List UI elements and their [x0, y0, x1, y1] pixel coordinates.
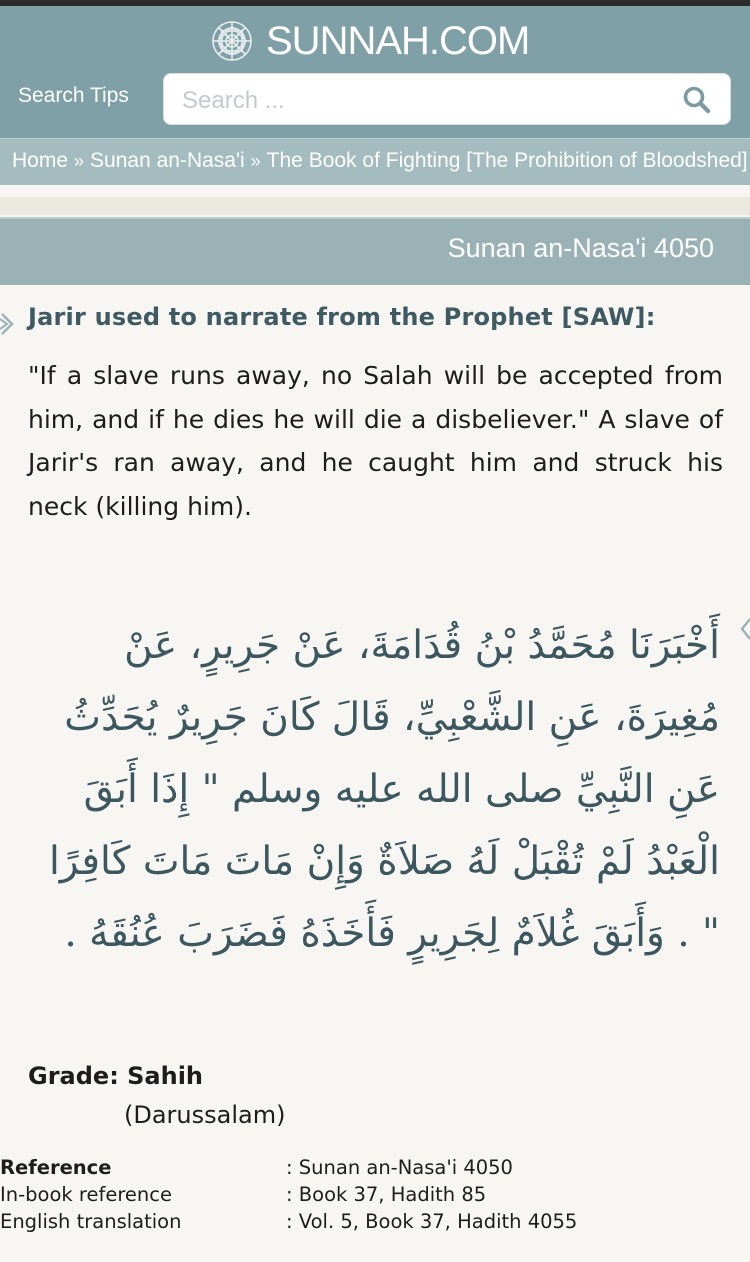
- reference-value: : Vol. 5, Book 37, Hadith 4055: [286, 1210, 578, 1233]
- breadcrumb-home[interactable]: Home: [12, 149, 69, 172]
- reference-label: Reference: [0, 1156, 112, 1179]
- search-icon[interactable]: [682, 85, 712, 115]
- grade-source: (Darussalam): [124, 1101, 286, 1129]
- reference-table: [0, 1156, 750, 1237]
- breadcrumb-book[interactable]: The Book of Fighting [The Prohibition of Bloodshed]: [266, 149, 748, 172]
- search-tips-link[interactable]: Search Tips: [18, 84, 129, 107]
- share-icon[interactable]: [0, 310, 16, 338]
- hadith-english-text: "If a slave runs away, no Salah will be accepted from him, and if he dies he will die a disbeliever." A slave of Jarir's ran away, and he caught him and struck his neck (killing him).: [28, 361, 723, 521]
- reference-label: English translation: [0, 1210, 182, 1233]
- divider-stripe: [0, 197, 750, 215]
- hadith-title: Sunan an-Nasa'i 4050: [447, 233, 714, 263]
- breadcrumb-collection[interactable]: Sunan an-Nasa'i: [90, 149, 245, 172]
- site-header: [0, 6, 750, 138]
- logo-ornament-icon: [210, 19, 254, 63]
- site-logo[interactable]: [210, 16, 529, 66]
- search-box: [163, 73, 731, 125]
- hadith-title-bar: [0, 217, 750, 285]
- reference-row: [0, 1183, 750, 1210]
- share-icon[interactable]: [738, 615, 750, 643]
- reference-label: In-book reference: [0, 1183, 172, 1206]
- reference-row: [0, 1156, 750, 1183]
- breadcrumb-separator: »: [250, 151, 261, 171]
- hadith-narrator: Jarir used to narrate from the Prophet [SAW]:: [28, 303, 656, 331]
- hadith-arabic-text: أَخْبَرَنَا مُحَمَّدُ بْنُ قُدَامَةَ، عَنْ جَرِيرٍ، عَنْ مُغِيرَةَ، عَنِ الشَّعْبِيِّ، قَالَ كَانَ جَرِيرٌ يُحَدِّثُ عَنِ النَّبِيِّ صلى الله عليه وسلم " إِذَا أَبَقَ الْعَبْدُ لَمْ تُقْبَلْ لَهُ صَلاَةٌ وَإِنْ مَاتَ مَاتَ كَافِرًا " . وَأَبَقَ غُلاَمٌ لِجَرِيرٍ فَأَخَذَهُ فَضَرَبَ عُنُقَهُ .: [48, 623, 720, 956]
- reference-value: : Sunan an-Nasa'i 4050: [286, 1156, 513, 1179]
- breadcrumb: [0, 138, 750, 185]
- breadcrumb-separator: »: [74, 151, 85, 171]
- reference-row: [0, 1210, 750, 1237]
- logo-text: SUNNAH.COM: [266, 18, 530, 63]
- search-input[interactable]: [180, 82, 654, 120]
- reference-value: : Book 37, Hadith 85: [286, 1183, 487, 1206]
- hadith-grade: Grade: Sahih: [28, 1062, 204, 1090]
- grade-value: Sahih: [127, 1062, 204, 1090]
- grade-label: Grade: [28, 1062, 110, 1090]
